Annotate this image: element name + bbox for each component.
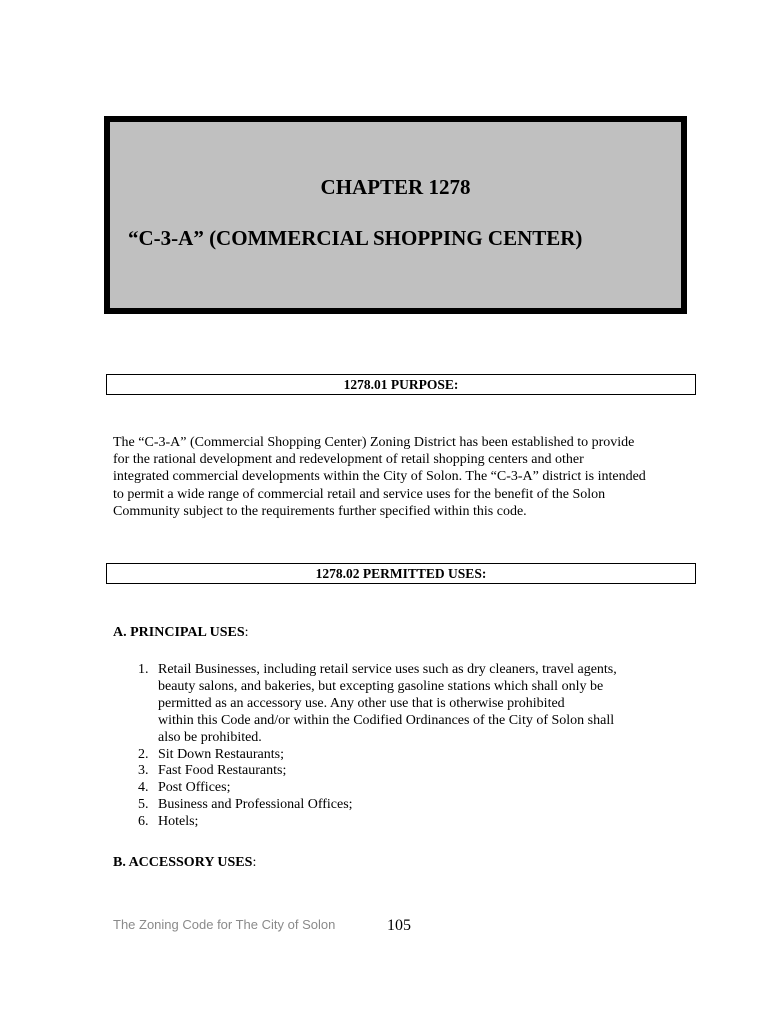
chapter-title-box xyxy=(104,116,687,314)
list-item-number: 1. xyxy=(138,662,149,677)
list-item-text: Sit Down Restaurants; xyxy=(158,746,284,762)
list-item-number: 4. xyxy=(138,780,149,796)
purpose-paragraph: The “C-3-A” (Commercial Shopping Center) Zoning District has been established to provide for the rational development and redevelopment of retail shopping centers and other integrated commercial developments within the City of Solon. The “C-3-A” district is intended to permit a wide range of commercial retail and service uses for the benefit of the Solon Community subject to the requirements further specified within this code. xyxy=(113,435,646,519)
footer-title: The Zoning Code for The City of Solon xyxy=(113,917,336,932)
accessory-uses-label: B. ACCESSORY USES xyxy=(113,855,253,870)
list-item-number: 6. xyxy=(138,814,149,830)
list-item-number: 5. xyxy=(138,797,149,813)
principal-uses-list xyxy=(138,662,698,831)
list-item xyxy=(138,747,698,764)
list-item xyxy=(138,814,698,831)
page-number: 105 xyxy=(387,917,411,934)
accessory-uses-heading xyxy=(113,854,256,871)
list-item-text: Retail Businesses, including retail service uses such as dry cleaners, travel agents, beauty salons, and bakeries, but excepting gasoline stations which shall only be permitted as an accessory use. Any other use that is otherwise prohibited within this Code and/or within the Codified Ordinances of the City of Solon shall also be prohibited. xyxy=(158,662,617,745)
principal-uses-label: A. PRINCIPAL USES xyxy=(113,625,245,640)
purpose-section-heading: 1278.01 PURPOSE: xyxy=(106,374,696,395)
list-item-text: Post Offices; xyxy=(158,780,231,796)
permitted-uses-section-heading: 1278.02 PERMITTED USES: xyxy=(106,563,696,584)
list-item xyxy=(138,780,698,797)
principal-uses-heading xyxy=(113,624,249,641)
list-item-number: 3. xyxy=(138,763,149,779)
chapter-number: CHAPTER 1278 xyxy=(320,175,471,199)
list-item xyxy=(138,797,698,814)
list-item-text: Fast Food Restaurants; xyxy=(158,763,287,779)
principal-uses-colon: : xyxy=(244,625,249,640)
list-item xyxy=(138,662,698,747)
list-item-text: Business and Professional Offices; xyxy=(158,797,353,813)
list-item xyxy=(138,763,698,780)
list-item-number: 2. xyxy=(138,746,149,762)
accessory-uses-colon: : xyxy=(252,855,257,870)
list-item-text: Hotels; xyxy=(158,814,199,830)
chapter-subtitle: “C-3-A” (COMMERCIAL SHOPPING CENTER) xyxy=(128,226,583,250)
